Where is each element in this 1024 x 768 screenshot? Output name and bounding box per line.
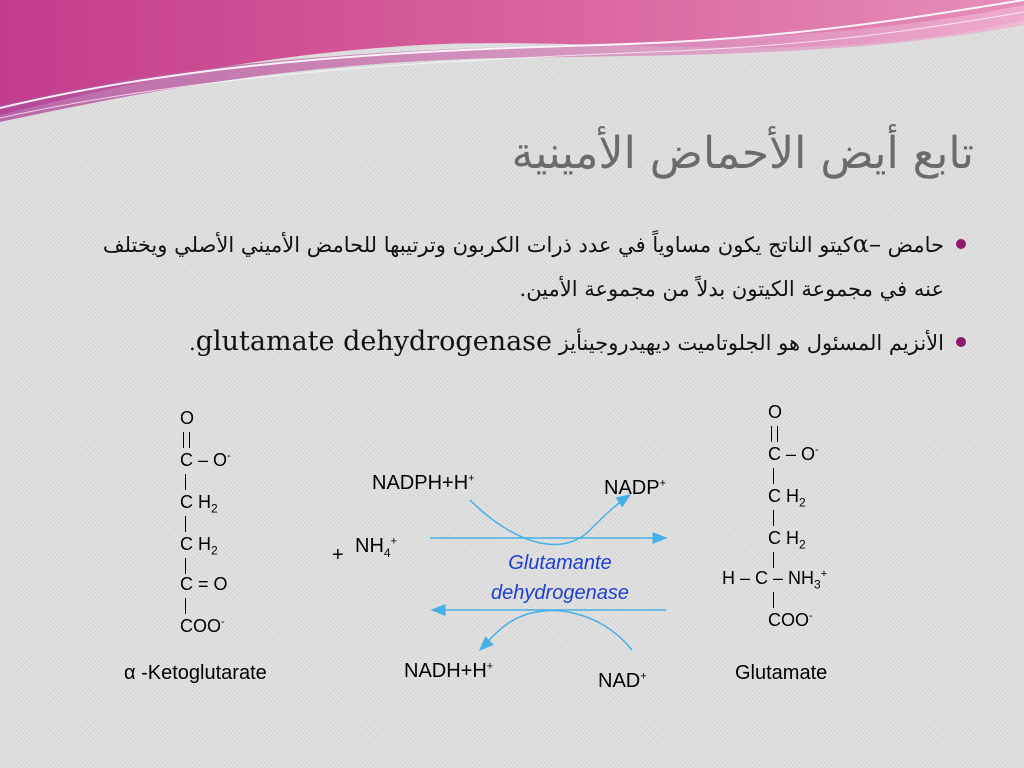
bullet1-alpha: α–: [852, 230, 881, 258]
nad-label: NAD+: [598, 670, 647, 692]
enzyme-line2: dehydrogenase: [491, 582, 629, 604]
glu-oxygen: O: [768, 402, 783, 422]
kg-keto: C = O: [180, 574, 228, 594]
bullet2-enzyme-en: glutamate dehydrogenase: [195, 326, 553, 357]
bullet-keto-acid: [84, 222, 944, 311]
glu-carboxyl: C – O-: [768, 444, 819, 464]
bullet1-text-a: حامض: [880, 233, 944, 257]
plus-sign: +: [332, 544, 344, 566]
kg-bond: [185, 598, 186, 614]
nadp-label: NADP+: [604, 477, 667, 499]
kg-ch2-b: C $H_2$: [180, 534, 218, 558]
kg-carboxyl: C – O-: [180, 450, 231, 470]
kg-bond: [185, 558, 186, 574]
bullet2-text-a: الأنزيم المسئول هو الجلوتاميت ديهيدروجينأيز: [552, 331, 944, 355]
enzyme-line1: Glutamante: [508, 552, 612, 574]
glutamate-label: Glutamate: [735, 662, 828, 684]
ketoglutarate-label: α -Ketoglutarate: [124, 662, 267, 684]
header-wave-decoration: [0, 0, 1024, 130]
kg-bond: [185, 516, 186, 532]
glu-coo: COO-: [768, 610, 813, 630]
kg-oxygen: O: [180, 408, 195, 428]
kg-bond: [185, 474, 186, 490]
glu-alpha-carbon: H – C – $NH_3^+$: [722, 568, 828, 592]
glu-bond: [773, 510, 774, 526]
bullet-enzyme: [84, 320, 944, 365]
glu-double-bond: [771, 426, 778, 442]
kg-double-bond: [183, 432, 190, 448]
enzyme-label: [465, 548, 655, 608]
nadph-to-nadp-curve: [470, 495, 630, 544]
bullet-dot-icon: [956, 239, 966, 249]
kg-ch2-a: C $H_2$: [180, 492, 218, 516]
nad-to-nadh-curve: [480, 611, 632, 650]
bullet1-text-b: كيتو الناتج يكون مساوياً في عدد ذرات الكربون وترتيبها للحامض الأميني الأصلي ويختلف عنه في مجموعة الكيتون بدلاً من مجموعة الأمين.: [102, 233, 944, 301]
glu-bond: [773, 592, 774, 608]
glutamate-structure: [722, 402, 882, 642]
kg-coo: COO-: [180, 616, 225, 636]
slide-title: تابع أيض الأحماض الأمينية: [511, 128, 974, 179]
glu-bond: [773, 468, 774, 484]
glu-bond: [773, 552, 774, 568]
bullet-dot-icon: [956, 337, 966, 347]
nadh-label: NADH+H+: [404, 660, 494, 682]
ammonium-label: $NH_4^+$: [355, 535, 398, 560]
glu-ch2-b: C $H_2$: [768, 528, 806, 552]
nadph-label: NADPH+H+: [372, 472, 475, 494]
bullet2-end: .: [189, 331, 196, 355]
glu-ch2-a: C $H_2$: [768, 486, 806, 510]
ketoglutarate-structure: [180, 408, 300, 648]
